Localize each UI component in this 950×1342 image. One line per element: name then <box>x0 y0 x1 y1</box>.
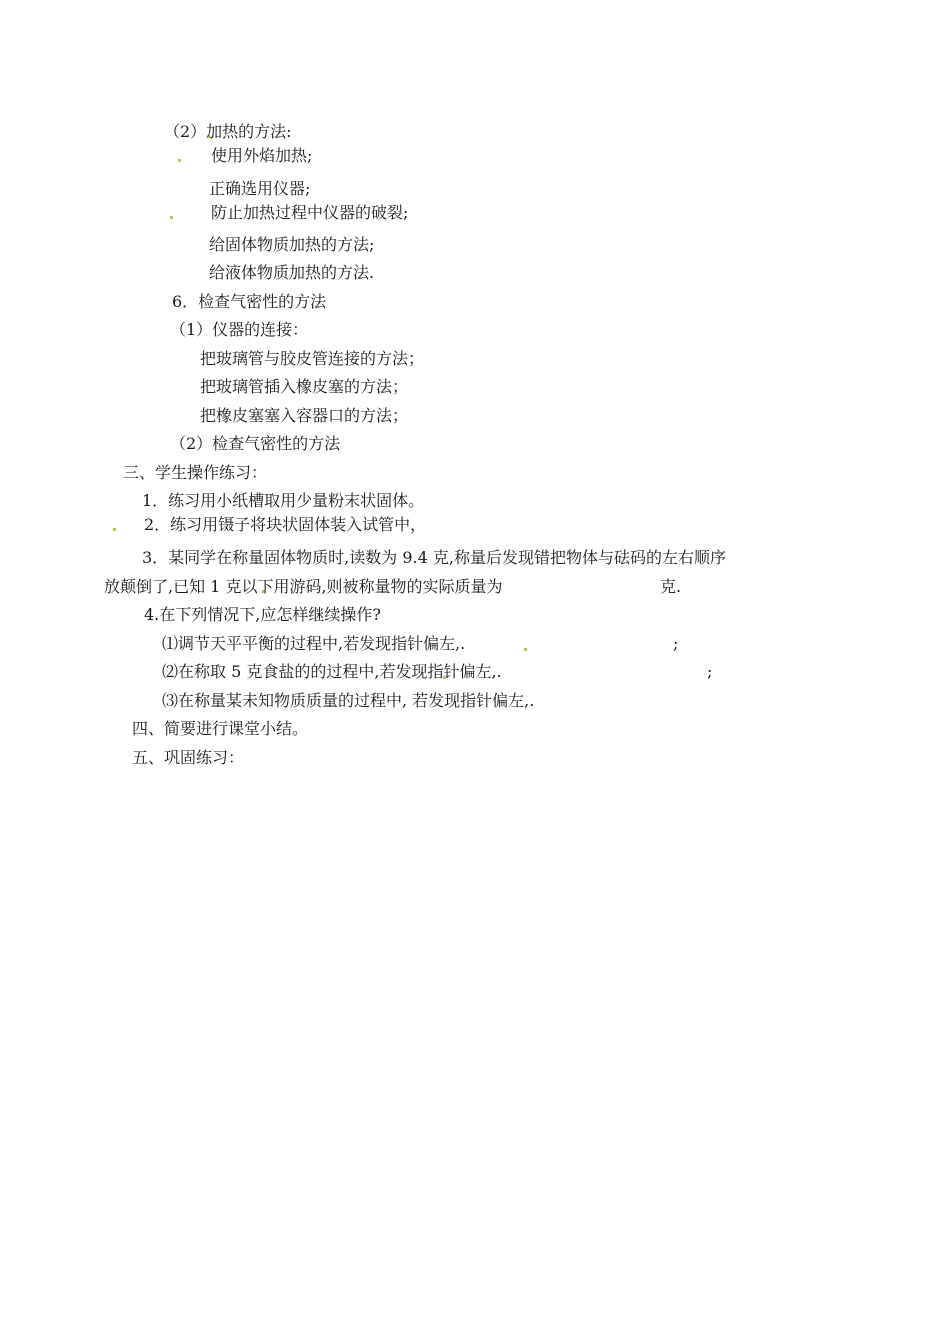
scan-mark <box>524 648 527 651</box>
question-2-end: ; <box>707 662 713 681</box>
question-1-line: ⑴调节天平平衡的过程中,若发现指针偏左,. <box>162 634 466 653</box>
liquid-heating-line: 给液体物质加热的方法. <box>209 263 375 282</box>
outer-flame-line: 使用外焰加热; <box>211 146 313 165</box>
practice-1-line: 1．练习用小纸槽取用少量粉末状固体。 <box>142 491 425 510</box>
practice-3-unit: 克. <box>660 577 682 596</box>
solid-heating-line: 给固体物质加热的方法; <box>209 235 375 254</box>
heat-method-heading: （2）加热的方法: <box>164 122 292 141</box>
glass-rubber-tube-line: 把玻璃管与胶皮管连接的方法； <box>200 349 425 368</box>
practice-3-line-1: 3．某同学在称量固体物质时,读数为 9.4 克,称量后发现错把物体与砝码的左右顺序 <box>142 548 726 567</box>
question-3-line: ⑶在称量某未知物质质量的过程中, 若发现指针偏左,. <box>162 691 535 710</box>
scan-mark <box>178 159 181 162</box>
scan-mark <box>113 528 116 531</box>
prevent-crack-line: 防止加热过程中仪器的破裂; <box>211 203 409 222</box>
section-3-heading: 三、学生操作练习： <box>123 463 268 482</box>
stopper-into-mouth-line: 把橡皮塞塞入容器口的方法； <box>200 406 409 425</box>
question-2-line: ⑵在称取 5 克食盐的的过程中,若发现指针偏左,. <box>162 662 502 681</box>
section-5-heading: 五、巩固练习： <box>132 748 245 767</box>
practice-4-line: 4.在下列情况下,应怎样继续操作? <box>144 605 381 624</box>
choose-instrument-line: 正确选用仪器; <box>209 179 311 198</box>
airtight-check-heading: （2）检查气密性的方法 <box>170 434 341 453</box>
scan-mark <box>170 216 173 219</box>
glass-into-stopper-line: 把玻璃管插入橡皮塞的方法； <box>200 377 409 396</box>
practice-3-line-2: 放颠倒了,已知 1 克以下用游码,则被称量物的实际质量为 <box>104 577 503 596</box>
section-4-heading: 四、简要进行课堂小结。 <box>132 719 309 738</box>
question-1-end: ; <box>673 634 679 653</box>
airtight-heading: 6．检查气密性的方法 <box>172 292 327 311</box>
practice-2-line: 2．练习用镊子将块状固体装入试管中， <box>144 515 427 534</box>
connect-heading: （1）仪器的连接： <box>170 320 309 339</box>
